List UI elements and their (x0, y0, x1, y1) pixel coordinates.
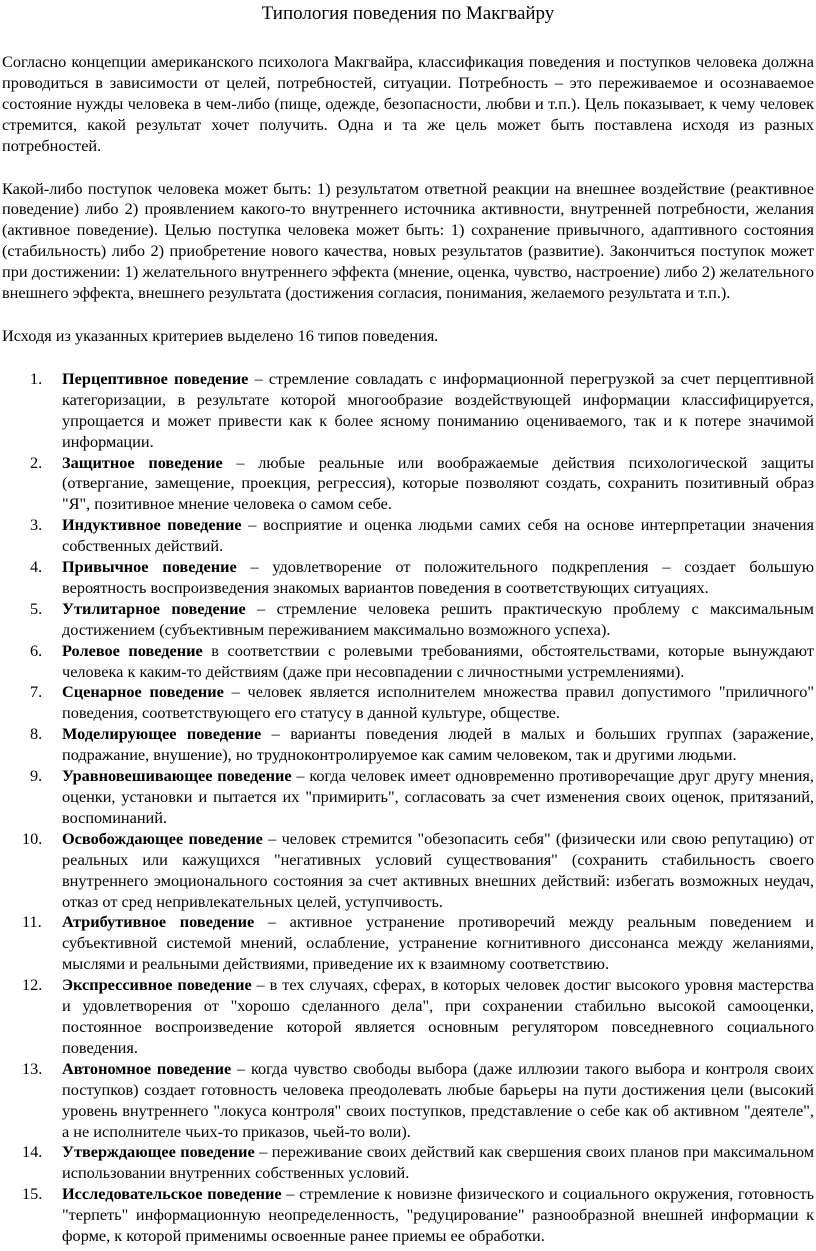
behavior-description: – переживание своих действий как свершения своих планов при максимальном использовании внутренних собственных условий. (62, 1142, 814, 1183)
document-title: Типология поведения по Макгвайру (261, 3, 555, 24)
behavior-description: в соответствии с ролевыми требованиями, обстоятельствами, которые вынуждают человека к каким-то действиям (даже при несовпадении с личностными устремлениями). (62, 640, 814, 681)
list-item-number: 7. (30, 682, 43, 702)
behavior-types-list (2, 369, 814, 1247)
behavior-description: – когда чувство свободы выбора (даже иллюзии такого выбора и контроля своих поступков) создает готовность человека преодолевать любые барьеры на пути достижения цели (высокий уровень внутреннего "локуса контроля" своих поступков, представление о себе как об активном "деятеле", а не исполнителе чьих-то приказов, чьей-то воли). (62, 1058, 814, 1141)
list-item (2, 682, 814, 724)
list-item (2, 1059, 814, 1143)
list-item (2, 724, 814, 766)
behavior-term: Сценарное поведение (62, 682, 224, 702)
list-item (2, 975, 814, 1059)
list-item-number: 11. (22, 912, 42, 932)
behavior-description: – варианты поведения людей в малых и больших группах (заражение, подражание, внушение), но трудноконтролируемое как самим человеком, так и другими людьми. (62, 724, 814, 765)
list-item (2, 641, 814, 683)
types-count-paragraph: Исходя из указанных критериев выделено 16 типов поведения. (2, 325, 439, 345)
behavior-description: – в тех случаях, сферах, в которых человек достиг высокого уровня мастерства и удовлетворения от "хорошо сделанного дела", при сохранении стабильно высокой самооценки, постоянное воспроизведение которой является основным регулятором повседневного социального поведения. (62, 975, 814, 1057)
list-item-number: 5. (30, 598, 43, 618)
behavior-description: – когда человек имеет одновременно противоречащие друг другу мнения, оценки, установки и пытается их "примирить", согласовать за счет изменения своих оценок, притязаний, воспоминаний. (62, 766, 814, 827)
list-item (2, 453, 814, 516)
list-item (2, 599, 814, 641)
behavior-description: – любые реальные или воображаемые действия психологической защиты (отвергание, замещение, проекция, регрессия), которые позволяют создать, сохранить позитивный образ "Я", позитивное мнение человека о самом себе. (62, 452, 814, 514)
list-item (2, 766, 814, 829)
criteria-paragraph: Какой-либо поступок человека может быть: 1) результатом ответной реакции на внешнее воздействие (реактивное поведение) либо 2) проявлением какого-то внутреннего источника активности, внутренней потребности, желания (активное поведение). Целью поступка человека может быть: 1) сохранение привычного, адаптивного состояния (стабильность) либо 2) приобретение нового качества, новых результатов (развитие). Закончиться поступок может при достижении: 1) желательного внутреннего эффекта (мнение, оценка, чувство, настроение) либо 2) желательного внешнего эффекта, внешнего результата (достижения согласия, понимания, желаемого результата и т.п.). (2, 178, 814, 303)
list-item-number: 4. (30, 557, 43, 577)
list-item-number: 14. (22, 1142, 43, 1162)
list-item-number: 15. (22, 1184, 43, 1204)
list-item-number: 3. (30, 515, 43, 535)
list-item-number: 2. (30, 452, 43, 472)
list-item-number: 12. (22, 975, 43, 995)
behavior-term: Моделирующее поведение (62, 724, 262, 744)
list-item (2, 557, 814, 599)
behavior-description: – стремление к новизне физического и социального окружения, готовность "терпеть" информационную неопределенность, "редуцирование" разнообразной внешней информации к форме, к которой применимы освоенные ранее приемы ее обработки. (62, 1184, 815, 1246)
behavior-term: Автономное поведение (62, 1058, 232, 1078)
behavior-term: Атрибутивное поведение (62, 912, 255, 932)
behavior-term: Освобождающее поведение (62, 828, 263, 848)
list-item (2, 912, 814, 975)
list-item (2, 515, 814, 557)
behavior-term: Утверждающее поведение (62, 1142, 255, 1162)
behavior-term: Защитное поведение (62, 452, 223, 472)
behavior-term: Исследовательское поведение (62, 1184, 282, 1204)
behavior-term: Уравновешивающее поведение (62, 766, 292, 786)
list-item-number: 13. (22, 1058, 43, 1078)
behavior-description: – человек является исполнителем множества правил допустимого "приличного" поведения, соответствующего его статусу в данной культуре, обществе. (62, 682, 814, 723)
behavior-term: Привычное поведение (62, 557, 237, 577)
list-item (2, 1184, 814, 1247)
behavior-description: – стремление совладать с информационной перегрузкой за счет перцептивной категоризации, в результате которой многообразие воздействующей информации классифицируется, упрощается и может привести как к более ясному пониманию оцениваемого, так и к потере значимой информации. (62, 368, 814, 451)
list-item-number: 1. (30, 368, 43, 388)
behavior-term: Ролевое поведение (62, 640, 203, 660)
behavior-description: – человек стремится "обезопасить себя" (физически или свою репутацию) от реальных или кажущихся "негативных условий существования" (сохранить стабильность своего внутреннего эмоционального состояния за счет активных внешних действий: избегать возможных неудач, отказ от сред непривлекательных целей, уступчивость. (62, 828, 815, 911)
behavior-term: Экспрессивное поведение (62, 975, 252, 995)
behavior-term: Утилитарное поведение (62, 598, 246, 618)
list-item-number: 8. (30, 724, 43, 744)
intro-paragraph: Согласно концепции американского психолога Макгвайра, классификация поведения и поступков человека должна проводиться в зависимости от целей, потребностей, ситуации. Потребность – это переживаемое и осознаваемое состояние нужды человека в чем-либо (пище, одежде, безопасности, любви и т.п.). Цель показывает, к чему человек стремится, какой результат хочет получить. Одна и та же цель может быть поставлена исходя из разных потребностей. (2, 52, 814, 155)
list-item-number: 10. (22, 828, 43, 848)
behavior-description: – стремление человека решить практическую проблему с максимальным достижением (субъективным переживанием максимально возможного успеха). (62, 598, 814, 639)
list-item (2, 829, 814, 913)
behavior-description: – удовлетворение от положительного подкрепления – создает большую вероятность воспроизведения знакомых вариантов поведения в соответствующих ситуациях. (62, 557, 814, 597)
behavior-description: – восприятие и оценка людьми самих себя на основе интерпретации значения собственных действий. (62, 515, 814, 556)
list-item (2, 369, 814, 453)
list-item-number: 9. (30, 766, 43, 786)
behavior-term: Индуктивное поведение (62, 515, 242, 535)
list-item (2, 1142, 814, 1184)
list-item-number: 6. (30, 640, 43, 660)
behavior-description: – активное устранение противоречий между реальным поведением и субъективной системой мнений, ослабление, устранение когнитивного диссонанса между желаниями, мыслями и реальными действиями, приведение их к взаимному соответствию. (62, 912, 814, 974)
behavior-term: Перцептивное поведение (62, 368, 249, 388)
